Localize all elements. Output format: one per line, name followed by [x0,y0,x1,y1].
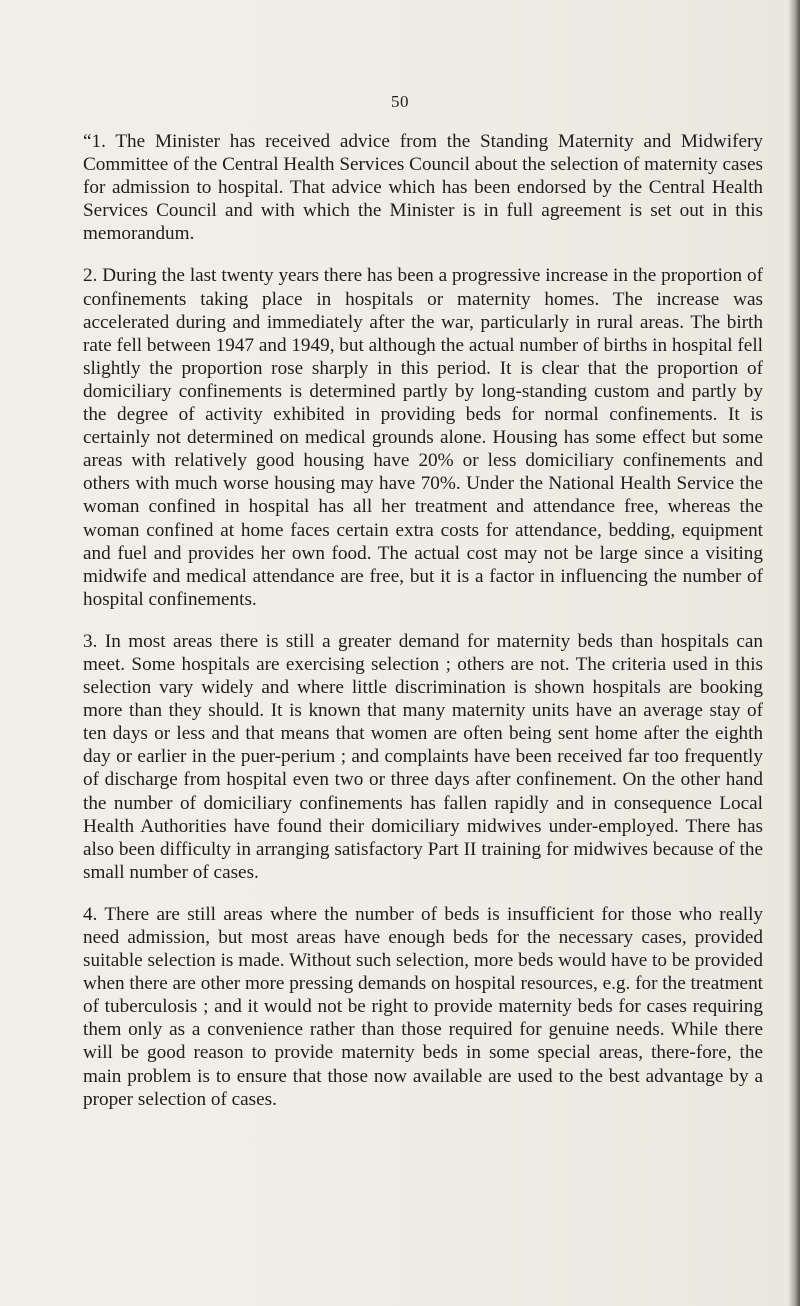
paragraph-2: 2. During the last twenty years there has been a progressive increase in the proportion of confinements taking place in hospitals or maternity homes. The increase was accelerated during and immediately after the war, particularly in rural areas. The birth rate fell between 1947 and 1949, but although the actual number of births in hospital fell slightly the proportion rose sharply in this period. It is clear that the proportion of domiciliary confinements is determined partly by long-standing custom and partly by the degree of activity exhibited in providing beds for normal confinements. It is certainly not determined on medical grounds alone. Housing has some effect but some areas with relatively good housing have 20% or less domiciliary confinements and others with much worse housing may have 70%. Under the National Health Service the woman confined in hospital has all her treatment and attendance free, whereas the woman confined at home faces certain extra costs for attendance, bedding, equipment and fuel and provides her own food. The actual cost may not be large since a visiting midwife and medical attendance are free, but it is a factor in influencing the number of hospital confinements. [83,265,763,610]
paragraph-4: 4. There are still areas where the number of beds is insufficient for those who really need admission, but most areas have enough beds for the necessary cases, provided suitable selection is made. Without such selection, more beds would have to be provided when there are other more pressing demands on hospital resources, e.g. for the treatment of tuberculosis ; and it would not be right to provide maternity beds for cases requiring them only as a convenience rather than those required for genuine needs. While there will be good reason to provide maternity beds in some special areas, there-fore, the main problem is to ensure that those now available are used to the best advantage by a proper selection of cases. [83,903,763,1110]
page-edge-shadow [788,0,800,1306]
page-number: 50 [391,92,409,111]
paragraph-1: “1. The Minister has received advice from the Standing Maternity and Midwifery Committee of the Central Health Services Council about the selection of maternity cases for admission to hospital. That advice which has been endorsed by the Central Health Services Council and with which the Minister is in full agreement is set out in this memorandum. [83,131,763,245]
document-body [83,130,763,1130]
paragraph-3: 3. In most areas there is still a greater demand for maternity beds than hospitals can meet. Some hospitals are exercising selection ; others are not. The criteria used in this selection vary widely and where little discrimination is shown hospitals are booking more than they should. It is known that many maternity units have an average stay of ten days or less and that means that women are often being sent home after the eighth day or earlier in the puer-perium ; and complaints have been received far too frequently of discharge from hospital even two or three days after confinement. On the other hand the number of domiciliary confinements has fallen rapidly and in consequence Local Health Authorities have found their domiciliary midwives under-employed. There has also been difficulty in arranging satisfactory Part II training for midwives because of the small number of cases. [83,630,763,883]
